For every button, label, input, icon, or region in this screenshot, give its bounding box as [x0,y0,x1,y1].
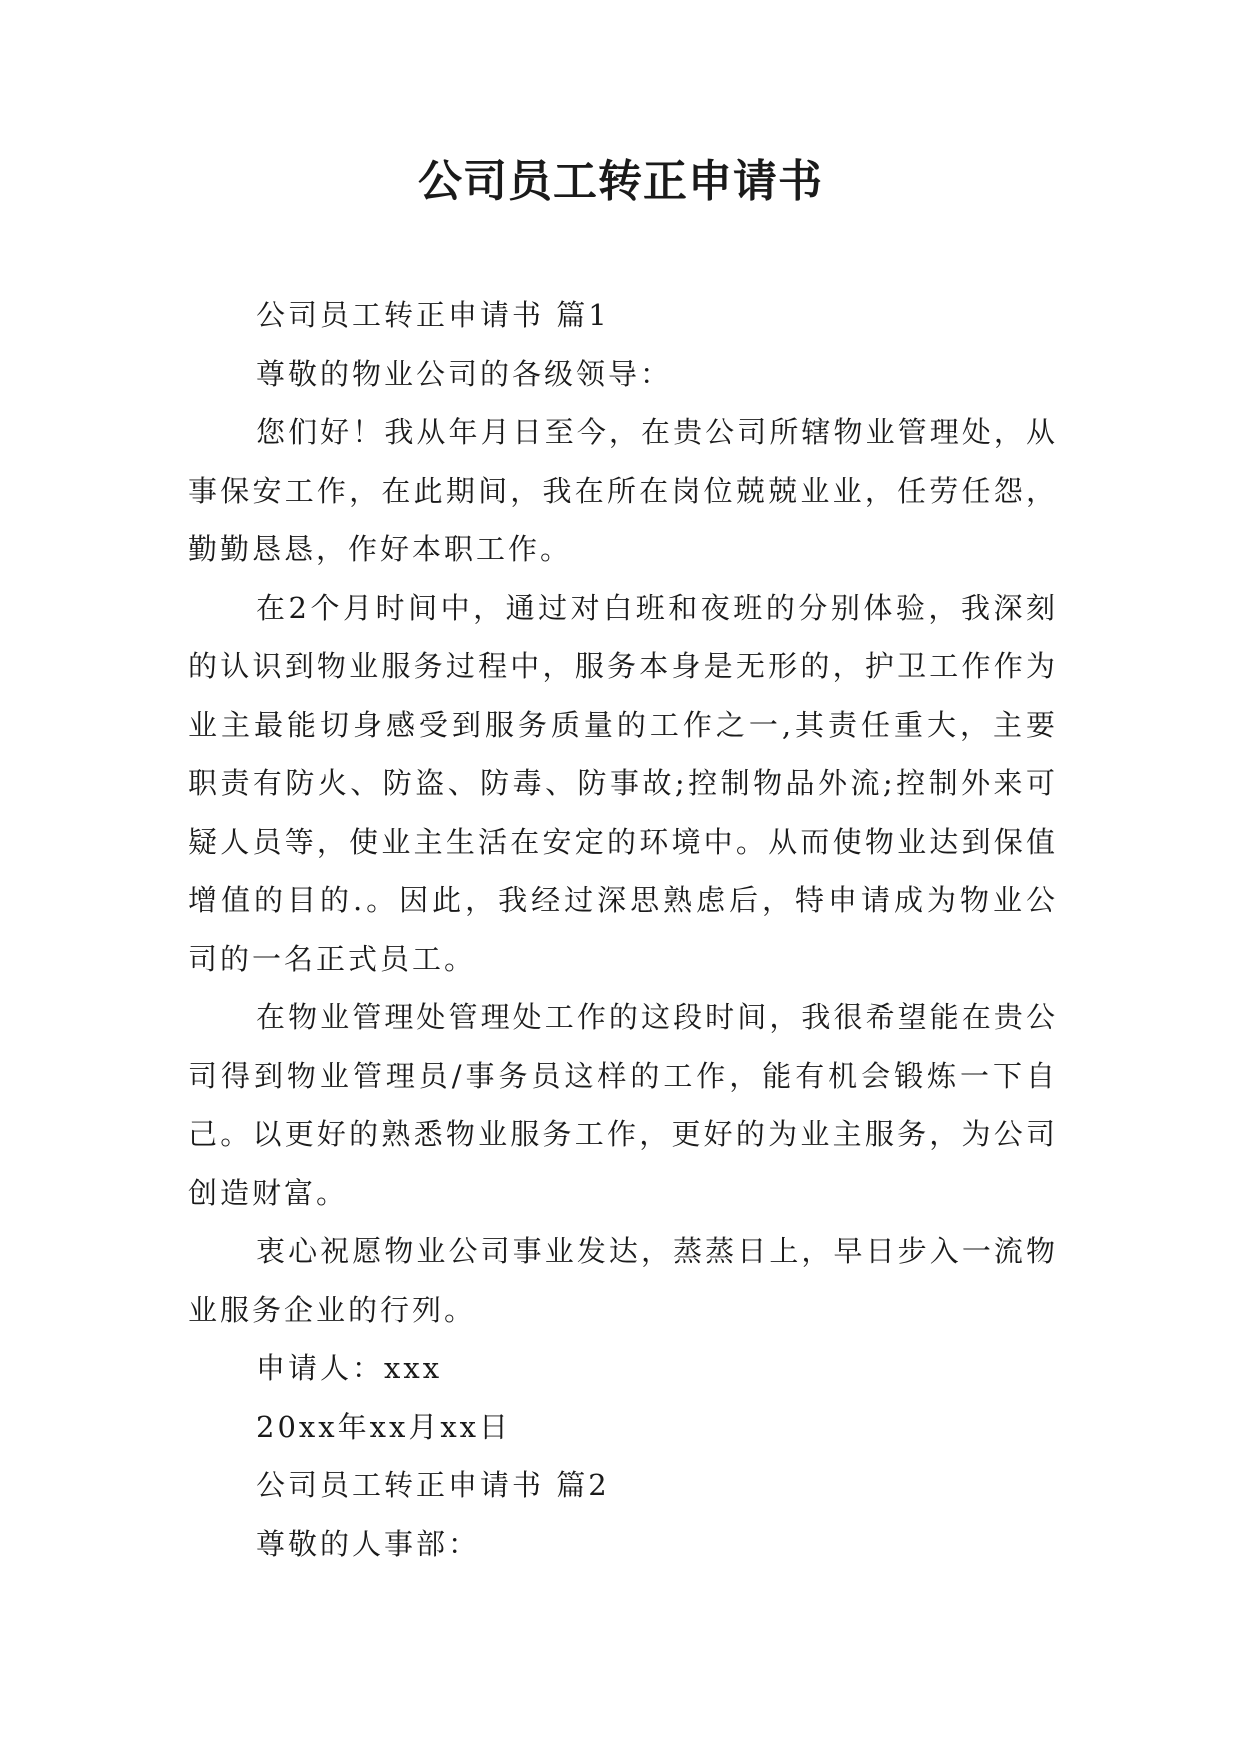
paragraph-wishes: 衷心祝愿物业公司事业发达，蒸蒸日上，早日步入一流物业服务企业的行列。 [188,1234,1058,1327]
section-heading-1: 公司员工转正申请书 篇1 [256,298,610,332]
document-body [188,286,1058,1573]
applicant-line: 申请人：xxx [256,1351,443,1385]
section-heading-2: 公司员工转正申请书 篇2 [256,1468,610,1502]
salutation-1: 尊敬的物业公司的各级领导： [256,356,673,391]
paragraph-aspiration: 在物业管理处管理处工作的这段时间，我很希望能在贵公司得到物业管理员/事务员这样的工作，能有机会锻炼一下自己。以更好的熟悉物业服务工作，更好的为业主服务，为公司创造财富。 [188,1000,1058,1210]
salutation-2: 尊敬的人事部： [256,1526,481,1561]
document-title: 公司员工转正申请书 [418,156,823,207]
paragraph-greeting: 您们好！我从年月日至今，在贵公司所辖物业管理处，从事保安工作，在此期间，我在所在岗位兢兢业业，任劳任怨，勤勤恳恳，作好本职工作。 [188,415,1058,566]
date-line: 20xx年xx月xx日 [256,1409,512,1444]
paragraph-experience: 在2个月时间中，通过对白班和夜班的分别体验，我深刻的认识到物业服务过程中，服务本身是无形的，护卫工作作为业主最能切身感受到服务质量的工作之一,其责任重大，主要职责有防火、防盗、防毒、防事故;控制物品外流;控制外来可疑人员等，使业主生活在安定的环境中。从而使物业达到保值增值的目的.。因此，我经过深思熟虑后，特申请成为物业公司的一名正式员工。 [188,590,1058,976]
